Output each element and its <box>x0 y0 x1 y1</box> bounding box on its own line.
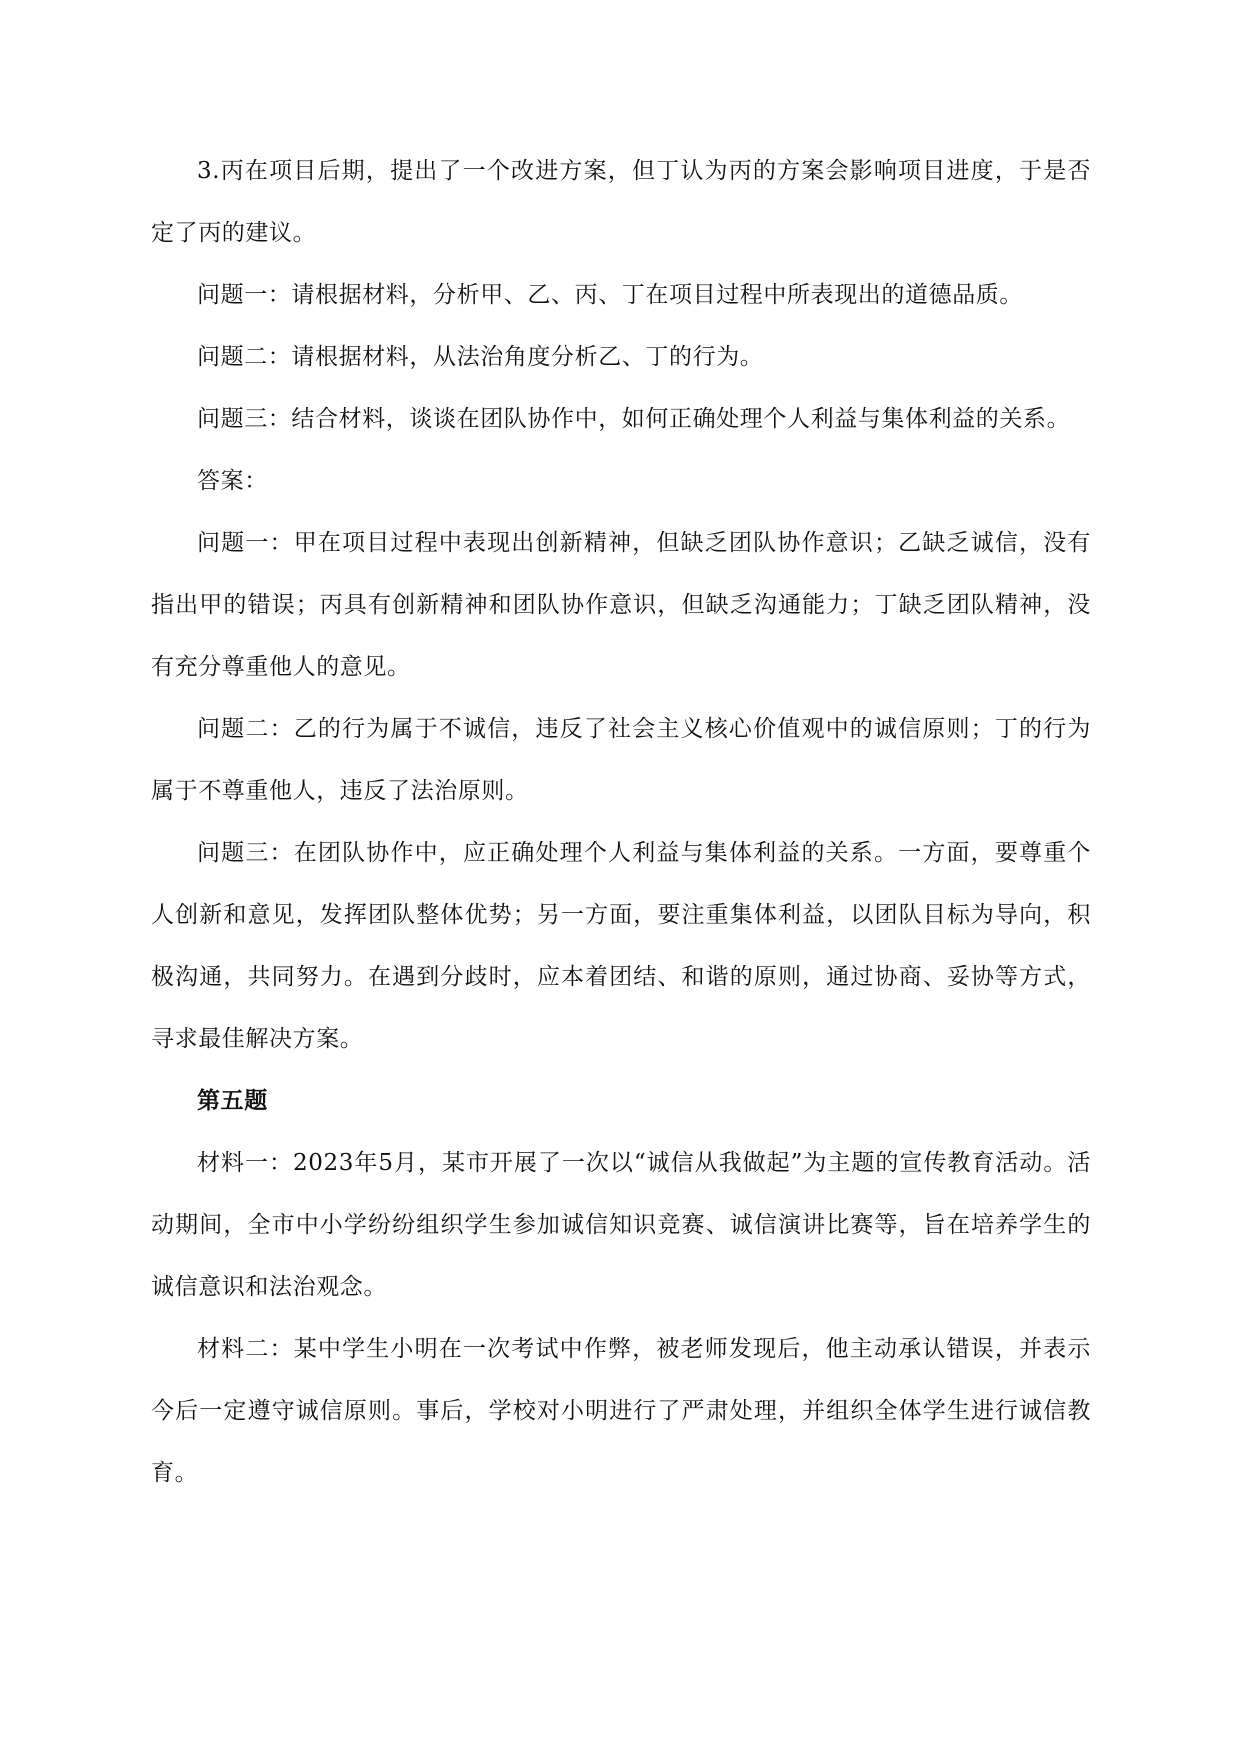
document-body <box>151 140 1091 1504</box>
paragraph-item-3: 3.丙在项目后期，提出了一个改进方案，但丁认为丙的方案会影响项目进度，于是否定了丙的建议。 <box>151 158 1091 246</box>
answer-one: 问题一：甲在项目过程中表现出创新精神，但缺乏团队协作意识；乙缺乏诚信，没有指出甲的错误；丙具有创新精神和团队协作意识，但缺乏沟通能力；丁缺乏团队精神，没有充分尊重他人的意见。 <box>151 530 1091 680</box>
question-two: 问题二：请根据材料，从法治角度分析乙、丁的行为。 <box>197 344 764 370</box>
question-three: 问题三：结合材料，谈谈在团队协作中，如何正确处理个人利益与集体利益的关系。 <box>197 406 1071 432</box>
material-one: 材料一：2023年5月，某市开展了一次以“诚信从我做起”为主题的宣传教育活动。活动期间，全市中小学纷纷组织学生参加诚信知识竞赛、诚信演讲比赛等，旨在培养学生的诚信意识和法治观念。 <box>151 1150 1091 1300</box>
answer-label: 答案： <box>197 468 268 494</box>
material-two: 材料二：某中学生小明在一次考试中作弊，被老师发现后，他主动承认错误，并表示今后一定遵守诚信原则。事后，学校对小明进行了严肃处理，并组织全体学生进行诚信教育。 <box>151 1336 1091 1486</box>
answer-three: 问题三：在团队协作中，应正确处理个人利益与集体利益的关系。一方面，要尊重个人创新和意见，发挥团队整体优势；另一方面，要注重集体利益，以团队目标为导向，积极沟通，共同努力。在遇到分歧时，应本着团结、和谐的原则，通过协商、妥协等方式，寻求最佳解决方案。 <box>151 840 1091 1052</box>
section-heading: 第五题 <box>197 1087 268 1114</box>
answer-two: 问题二：乙的行为属于不诚信，违反了社会主义核心价值观中的诚信原则；丁的行为属于不尊重他人，违反了法治原则。 <box>151 716 1091 804</box>
question-one: 问题一：请根据材料，分析甲、乙、丙、丁在项目过程中所表现出的道德品质。 <box>197 282 1023 308</box>
